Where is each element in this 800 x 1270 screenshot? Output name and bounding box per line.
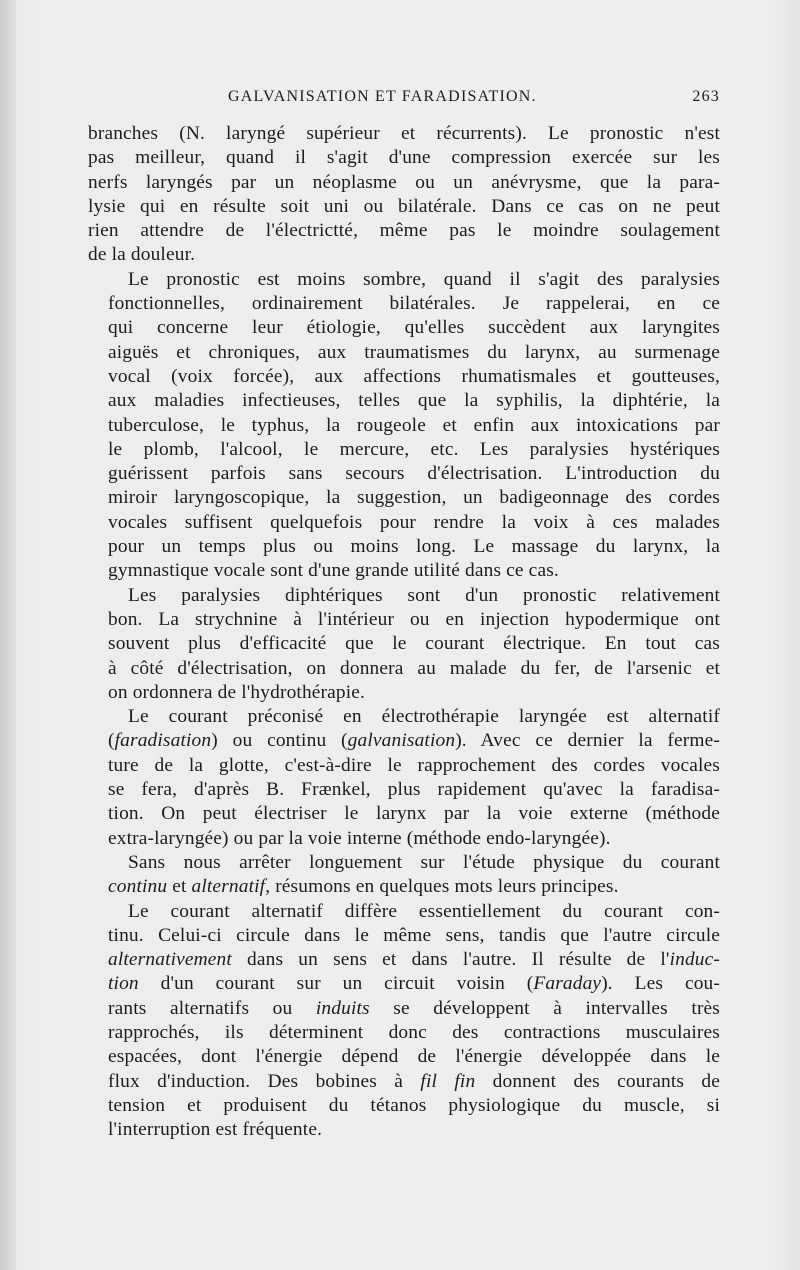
text-segment: se développent à intervalles très [369,997,720,1019]
text-line: vocales suffisent quelquefois pour rendre la voix à ces malades [108,511,720,533]
text-line: tion. On peut électriser le larynx par la voie externe (méthode [108,803,720,825]
text-segment: et [167,876,192,898]
text-line [88,948,720,972]
text-line: Le courant alternatif diffère essentiellement du courant con- [128,900,720,922]
text-line: gymnastique vocale sont d'une grande utilité dans ce cas. [108,560,559,582]
text-segment: dans un sens et dans l'autre. Il résulte de l' [231,949,670,971]
page-gutter-shadow [0,0,16,1270]
text-line [88,875,720,899]
text-line: vocal (voix forcée), aux affections rhumatismales et goutteuses, [108,365,720,387]
text-segment: d'un courant sur un circuit voisin ( [138,973,534,995]
text-line: l'interruption est fréquente. [108,1119,323,1141]
text-segment: , résumons en quelques mots leurs principes. [265,876,619,898]
italic-term: faradisation [114,730,212,752]
text-line [88,1070,720,1094]
paragraph [88,584,720,705]
text-segment: ) ou continu ( [211,730,348,752]
text-line: branches (N. laryngé supérieur et récurrents). Le pronostic n'est [88,123,720,144]
text-segment: ). Avec ce dernier la ferme- [455,730,720,752]
italic-term: Faraday [533,973,602,995]
italic-term: induits [315,997,370,1019]
text-line: à côté d'électrisation, on donnera au malade du fer, de l'arsenic et [108,657,720,679]
text-line: qui concerne leur étiologie, qu'elles succèdent aux laryngites [108,317,720,339]
text-line [88,997,720,1021]
text-line: de la douleur. [88,244,196,266]
italic-term: induc- [669,949,720,971]
text-segment: ). Les cou- [601,973,720,995]
text-line: tinu. Celui-ci circule dans le même sens, tandis que l'autre circule [108,924,720,946]
paragraph [88,851,720,900]
text-line: Le pronostic est moins sombre, quand il s'agit des paralysies [128,268,720,290]
text-line: se fera, d'après B. Frænkel, plus rapidement qu'avec la faradisa- [108,779,720,801]
text-segment: ( [108,730,115,752]
italic-term: alternatif [191,876,266,898]
text-segment: rants alternatifs ou [108,997,316,1019]
page-header [88,88,720,112]
text-line [88,972,720,996]
paragraph [88,122,720,268]
text-segment: donnent des courants de [475,1070,721,1092]
text-line: Les paralysies diphtériques sont d'un pronostic relativement [128,584,720,606]
text-segment: flux d'induction. Des bobines à [108,1070,421,1092]
text-line: tuberculose, le typhus, la rougeole et enfin aux intoxications par [108,414,720,436]
page-number: 263 [692,88,720,105]
text-line: aiguës et chroniques, aux traumatismes du larynx, au surmenage [108,341,720,363]
text-line: nerfs laryngés par un néoplasme ou un anévrysme, que la para- [88,171,720,193]
running-title: GALVANISATION ET FARADISATION. [228,88,537,105]
paragraph [88,705,720,851]
text-line: lysie qui en résulte soit uni ou bilatérale. Dans ce cas on ne peut [88,195,720,217]
text-line: rien attendre de l'électrictté, même pas le moindre soulagement [88,220,720,242]
italic-term: tion [108,973,139,995]
text-line: ture de la glotte, c'est-à-dire le rapprochement des cordes vocales [108,754,720,776]
text-line: aux maladies infectieuses, telles que la syphilis, la diphtérie, la [108,390,720,412]
text-line: guérissent parfois sans secours d'électrisation. L'introduction du [108,463,720,485]
text-line: rapprochés, ils déterminent donc des contractions musculaires [108,1021,720,1043]
text-line: extra-laryngée) ou par la voie interne (méthode endo-laryngée). [108,827,611,849]
text-line: Le courant préconisé en électrothérapie laryngée est alternatif [128,706,720,728]
text-line: bon. La strychnine à l'intérieur ou en injection hypodermique ont [108,608,720,630]
text-line: on ordonnera de l'hydrothérapie. [108,681,366,703]
text-line [88,729,720,753]
text-line: fonctionnelles, ordinairement bilatérales. Je rappelerai, en ce [108,293,720,315]
text-line: Sans nous arrêter longuement sur l'étude physique du courant [128,851,720,873]
italic-term: galvanisation [347,730,456,752]
text-line: pas meilleur, quand il s'agit d'une compression exercée sur les [88,147,720,169]
italic-term: alternativement [108,949,232,971]
text-line: espacées, dont l'énergie dépend de l'énergie développée dans le [108,1046,720,1068]
paragraph [88,268,720,584]
italic-term: continu [108,876,168,898]
italic-term: fil fin [420,1070,476,1092]
text-line: tension et produisent du tétanos physiologique du muscle, si [108,1094,720,1116]
paragraph [88,900,720,1143]
body-text [88,122,720,1142]
text-line: miroir laryngoscopique, la suggestion, un badigeonnage des cordes [108,487,720,509]
text-line: le plomb, l'alcool, le mercure, etc. Les paralysies hystériques [108,438,720,460]
text-line: souvent plus d'efficacité que le courant électrique. En tout cas [108,633,720,655]
text-line: pour un temps plus ou moins long. Le massage du larynx, la [108,536,720,558]
